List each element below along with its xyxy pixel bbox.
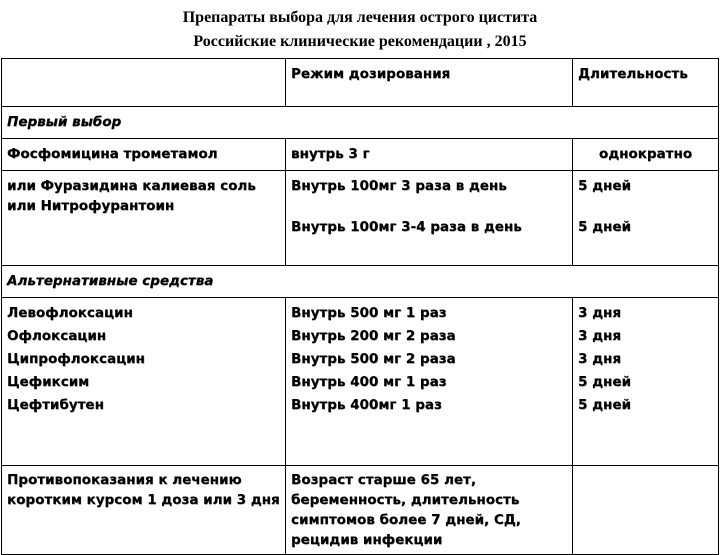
drug-furazidin: или Фуразидина калиевая соль: [7, 178, 256, 194]
dose-fosfomycin: внутрь 3 г: [286, 139, 573, 171]
contraindications-label: Противопоказания к лечению коротким курсом 1 доза или 3 дня: [2, 466, 286, 555]
section-first-choice: Первый выбор: [2, 107, 719, 139]
alt-dose: Внутрь 400мг 1 раз: [291, 397, 442, 413]
table-row-alternatives: [2, 298, 719, 466]
alt-duration: 5 дней: [578, 374, 631, 390]
title-line-1: Препараты выбора для лечения острого цистита: [182, 9, 538, 26]
alt-drug: Левофлоксацин: [7, 305, 133, 321]
dose-cell-nitrofurans: [286, 171, 573, 266]
alt-duration: 5 дней: [578, 397, 631, 413]
section-alternatives: Альтернативные средства: [2, 266, 719, 298]
alt-dose: Внутрь 200 мг 2 раза: [291, 328, 456, 344]
alt-duration: 3 дня: [578, 305, 621, 321]
duration-nitrofurantoin: 5 дней: [578, 219, 631, 235]
alt-drugs-cell: [2, 298, 286, 466]
table-row-fosfomycin: [2, 139, 719, 171]
slide-title: [0, 6, 720, 54]
alt-duration: 3 дня: [578, 328, 621, 344]
contraindications-empty-cell: [573, 466, 719, 555]
header-dosing: Режим дозирования: [286, 59, 573, 107]
title-line-2: Российские клинические рекомендации , 2015: [193, 33, 527, 50]
alt-drug: Цефтибутен: [7, 397, 104, 413]
alt-dose: Внутрь 500 мг 1 раз: [291, 305, 447, 321]
duration-cell-nitrofurans: [573, 171, 719, 266]
alt-drug: Ципрофлоксацин: [7, 351, 145, 367]
alt-drug: Офлоксацин: [7, 328, 107, 344]
section-row-first-choice: [2, 107, 719, 139]
header-duration: Длительность: [573, 59, 719, 107]
section-row-alternatives: [2, 266, 719, 298]
duration-furazidin: 5 дней: [578, 178, 631, 194]
alt-durations-cell: [573, 298, 719, 466]
table-row-nitrofurans: [2, 171, 719, 266]
table-row-contraindications: [2, 466, 719, 555]
header-row: [2, 59, 719, 107]
alt-duration: 3 дня: [578, 351, 621, 367]
dose-furazidin: Внутрь 100мг 3 раза в день: [291, 178, 507, 194]
contraindications-text: Возраст старше 65 лет, беременность, длительность симптомов более 7 дней, СД, рецидив инфекции: [286, 466, 573, 555]
drug-fosfomycin: Фосфомицина трометамол: [2, 139, 286, 171]
drug-cell-nitrofurans: [2, 171, 286, 266]
duration-fosfomycin: однократно: [573, 139, 719, 171]
alt-dose: Внутрь 400 мг 1 раз: [291, 374, 447, 390]
alt-drug: Цефиксим: [7, 374, 90, 390]
alt-dose: Внутрь 500 мг 2 раза: [291, 351, 456, 367]
treatment-table: [1, 58, 719, 555]
alt-doses-cell: [286, 298, 573, 466]
header-cell-empty: [2, 59, 286, 107]
drug-nitrofurantoin: или Нитрофурантоин: [7, 198, 175, 214]
dose-nitrofurantoin: Внутрь 100мг 3-4 раза в день: [291, 219, 522, 235]
